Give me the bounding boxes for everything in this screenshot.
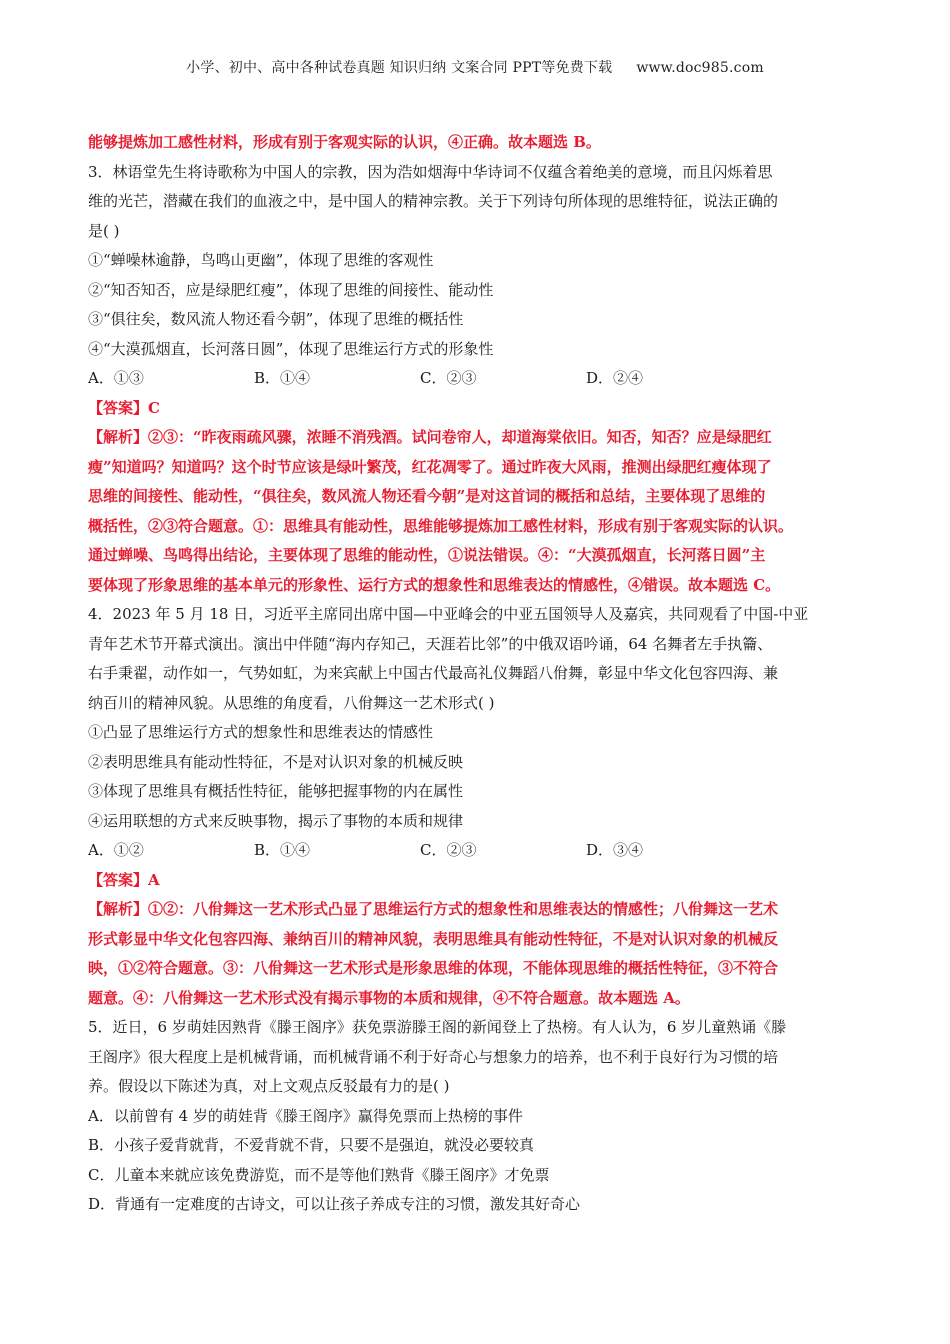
question-5 [88, 1013, 868, 1220]
analysis-line: 要体现了形象思维的基本单元的形象性、运行方式的想象性和思维表达的情感性，④错误。故本题选 C。 [88, 575, 781, 594]
option-d: D．③④ [586, 841, 644, 859]
analysis-line: 【解析】②③：“昨夜雨疏风骤，浓睡不消残酒。试问卷帘人，却道海棠依旧。知否，知否？应是绿肥红 [88, 428, 772, 446]
option-b: B．①④ [254, 369, 311, 387]
statement-item: ④运用联想的方式来反映事物，揭示了事物的本质和规律 [88, 811, 464, 830]
statement-item: ③“俱往矣，数风流人物还看今朝”，体现了思维的概括性 [88, 310, 464, 328]
statement-item: ②表明思维具有能动性特征，不是对认识对象的机械反映 [88, 752, 464, 771]
option-c: C．②③ [420, 841, 477, 859]
statement-item: ③体现了思维具有概括性特征，能够把握事物的内在属性 [88, 782, 464, 800]
option-b: B．小孩子爱背就背，不爱背就不背，只要不是强迫，就没必要较真 [88, 1136, 535, 1154]
question-stem-line: 3．林语堂先生将诗歌称为中国人的宗教，因为浩如烟海中华诗词不仅蕴含着绝美的意境，而且闪烁着思 [88, 162, 773, 181]
question-stem-line: 是( ) [88, 221, 120, 240]
analysis-line: 概括性，②③符合题意。①：思维具有能动性，思维能够提炼加工感性材料，形成有别于客观实际的认识。 [88, 516, 794, 535]
option-c: C．儿童本来就应该免费游览，而不是等他们熟背《滕王阁序》才免票 [88, 1165, 550, 1184]
previous-answer-tail: 能够提炼加工感性材料，形成有别于客观实际的认识，④正确。故本题选 B。 [88, 133, 601, 151]
question-stem-line: 维的光芒，潜藏在我们的血液之中，是中国人的精神宗教。关于下列诗句所体现的思维特征，说法正确的 [88, 192, 779, 210]
option-d: D．②④ [586, 369, 644, 387]
answer-options [88, 364, 868, 394]
analysis-line: 瘦”知道吗？知道吗？这个时节应该是绿叶繁茂，红花凋零了。通过昨夜大风雨，推测出绿肥红瘦体现了 [88, 457, 772, 476]
question-stem-line: 养。假设以下陈述为真，对上文观点反驳最有力的是( ) [88, 1077, 450, 1095]
analysis-line: 映，①②符合题意。③：八佾舞这一艺术形式是形象思维的体现，不能体现思维的概括性特征，③不符合 [88, 959, 779, 977]
analysis-line: 【解析】①②：八佾舞这一艺术形式凸显了思维运行方式的想象性和思维表达的情感性；八佾舞这一艺术 [88, 900, 779, 918]
option-d: D．背通有一定难度的古诗文，可以让孩子养成专注的习惯，激发其好奇心 [88, 1195, 581, 1213]
option-a: A．以前曾有 4 岁的萌娃背《滕王阁序》赢得免票而上热榜的事件 [88, 1106, 523, 1125]
statement-item: ②“知否知否，应是绿肥红瘦”，体现了思维的间接性、能动性 [88, 280, 494, 299]
answer-tag: 【答案】A [88, 870, 160, 889]
analysis-line: 通过蝉噪、鸟鸣得出结论，主要体现了思维的能动性，①说法错误。④：“大漠孤烟直，长河落日圆”主 [88, 546, 766, 564]
question-stem-line: 王阁序》很大程度上是机械背诵，而机械背诵不利于好奇心与想象力的培养，也不利于良好行为习惯的培 [88, 1047, 779, 1066]
header-text: 小学、初中、高中各种试卷真题 知识归纳 文案合同 PPT等免费下载 [186, 60, 613, 76]
answer-tag: 【答案】C [88, 398, 160, 417]
option-c: C．②③ [420, 369, 477, 387]
header-url[interactable]: www.doc985.com [636, 60, 764, 76]
question-stem-line: 纳百川的精神风貌。从思维的角度看，八佾舞这一艺术形式( ) [88, 693, 495, 712]
analysis-line: 思维的间接性、能动性，“俱往矣，数风流人物还看今朝”是对这首词的概括和总结，主要体现了思维的 [88, 487, 766, 505]
question-stem-line: 右手秉翟，动作如一，气势如虹，为来宾献上中国古代最高礼仪舞蹈八佾舞，彰显中华文化包容四海、兼 [88, 664, 779, 682]
answer-options [88, 836, 868, 866]
question-stem-line: 4．2023 年 5 月 18 日，习近平主席同出席中国—中亚峰会的中亚五国领导人及嘉宾，共同观看了中国-中亚 [88, 605, 809, 623]
question-3 [88, 158, 868, 601]
statement-item: ①“蝉噪林逾静，鸟鸣山更幽”，体现了思维的客观性 [88, 251, 434, 269]
option-b: B．①④ [254, 841, 311, 859]
page-header [0, 57, 950, 77]
option-a: A．①② [88, 841, 144, 859]
question-stem-line: 青年艺术节开幕式演出。演出中伴随“海内存知己，天涯若比邻”的中俄双语吟诵，64 名舞者左手执籥、 [88, 634, 773, 653]
statement-item: ④“大漠孤烟直，长河落日圆”，体现了思维运行方式的形象性 [88, 339, 494, 358]
option-a: A．①③ [88, 369, 144, 387]
statement-item: ①凸显了思维运行方式的想象性和思维表达的情感性 [88, 723, 434, 741]
content [88, 128, 868, 1220]
question-4 [88, 600, 868, 1013]
analysis-line: 题意。④：八佾舞这一艺术形式没有揭示事物的本质和规律，④不符合题意。故本题选 A。 [88, 988, 690, 1007]
question-stem-line: 5．近日，6 岁萌娃因熟背《滕王阁序》获免票游滕王阁的新闻登上了热榜。有人认为，6 岁儿童熟诵《滕 [88, 1018, 787, 1036]
analysis-line: 形式彰显中华文化包容四海、兼纳百川的精神风貌，表明思维具有能动性特征，不是对认识对象的机械反 [88, 929, 779, 948]
